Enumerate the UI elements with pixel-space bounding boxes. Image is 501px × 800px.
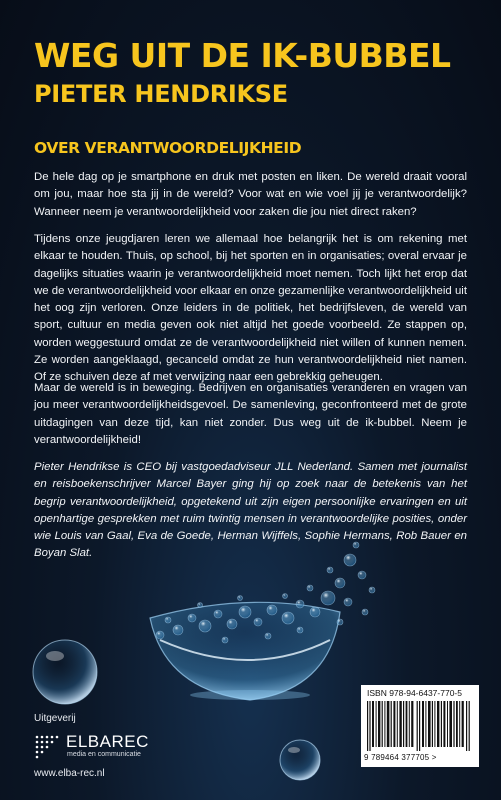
publisher-url[interactable]: www.elba-rec.nl [34, 768, 105, 779]
publisher-tagline: media en communicatie [67, 751, 141, 758]
section-heading: OVER VERANTWOORDELIJKHEID [34, 139, 302, 157]
publisher-name: ELBAREC [66, 732, 149, 751]
book-author: PIETER HENDRIKSE [34, 80, 288, 108]
publisher-logo-dots [34, 733, 62, 759]
isbn-label: ISBN 978-94-6437-770-5 [367, 688, 462, 698]
book-title: WEG UIT DE IK-BUBBEL [34, 36, 451, 75]
barcode-digits: 9 789464 377705 > [364, 753, 437, 762]
blurb-paragraph-2: Tijdens onze jeugdjaren leren we allemaal hoe belangrijk het is om rekening met elkaar te houden. Thuis, op school, bij het sporten en in organisaties; overal ervaar je dagelijks situaties waarin je verantwoordelijkheid moet nemen. Toch lijkt het erop dat we de verantwoordelijkheid voor elkaar en onze gezamenlijke verantwoordelijkheid uit het oog zijn verloren. Onze leiders in de politiek, het bedrijfsleven, de wereld van sport, cultuur en media geven ook niet altijd het goede voorbeeld. Ze stappen op, worden weggestuurd omdat ze de verantwoordelijkheid niet willen of kunnen nemen. Ze worden aangeklaagd, gecanceld omdat ze hun verantwoordelijkheid niet namen. Of ze schuiven deze af met verwijzing naar een gebrekkig geheugen. [34, 233, 467, 384]
isbn-barcode [361, 685, 479, 767]
barcode-graphic [367, 701, 473, 751]
author-bio-paragraph: Pieter Hendrikse is CEO bij vastgoedadviseur JLL Nederland. Samen met journalist en reisboekenschrijver Marcel Bayer ging hij op zoek naar de betekenis van het begrip verantwoordelijkheid, opgetekend uit zijn eigen persoonlijke ervaringen en uit openhartige gesprekken met ruim twintig mensen in verantwoordelijke posities, onder wie Louis van Gaal, Eva de Goede, Herman Wijffels, Sophie Hermans, Rob Bauer en Boyan Slat. [34, 461, 467, 560]
blurb-paragraph-1: De hele dag op je smartphone en druk met posten en liken. De wereld draait vooral om jou, maar hoe sta jij in de wereld? Voor wat en wie voel jij je verantwoordelijk? Wanneer neem je verantwoordelijkheid voor zaken die jou niet direct raken? [34, 171, 467, 218]
publisher-logo [34, 733, 154, 759]
blurb-paragraph-3: Maar de wereld is in beweging. Bedrijven en organisaties veranderen en vragen van jou meer verantwoordelijkheidsgevoel. De samenleving, geconfronteerd met de grote uitdagingen van deze tijd, kan niet zonder. Dus weg uit de ik-bubbel. Neem je verantwoordelijkheid! [34, 382, 467, 446]
publisher-label: Uitgeverij [34, 713, 76, 724]
